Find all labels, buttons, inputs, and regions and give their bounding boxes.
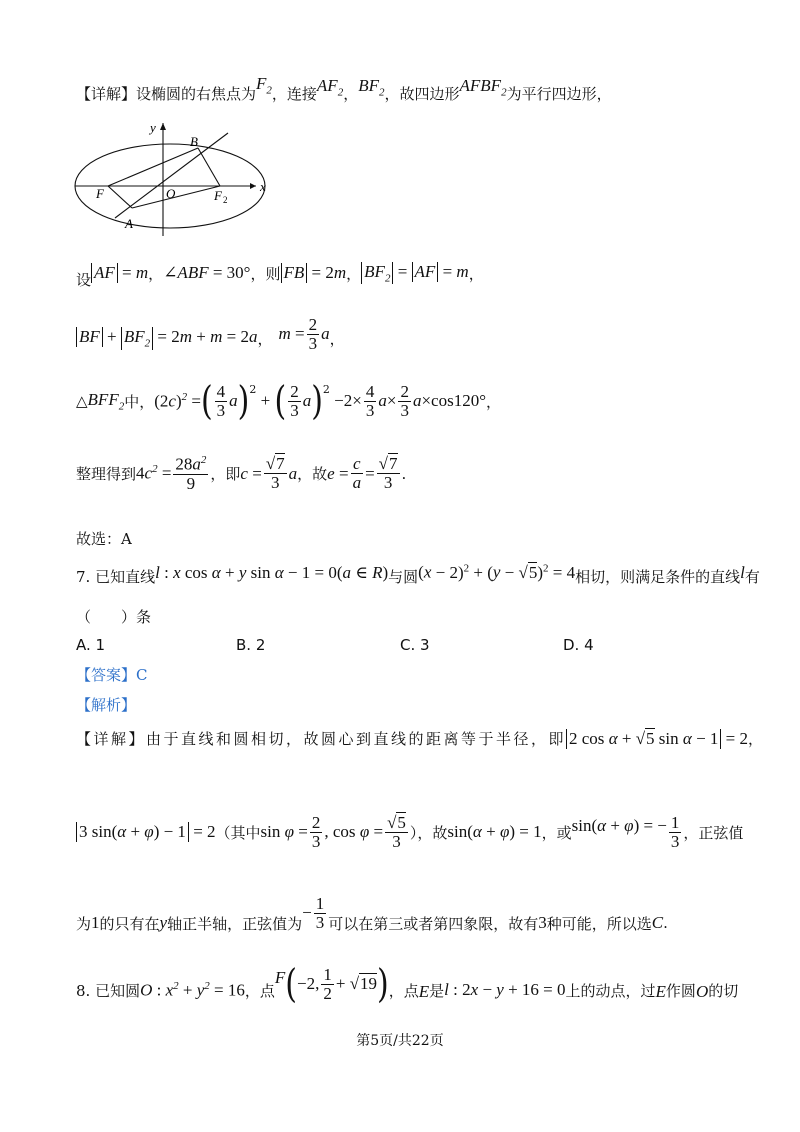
fig-label-f2: F (214, 188, 222, 203)
fig-label-f2-sub: 2 (223, 195, 228, 205)
fig-label-f: F (96, 186, 104, 201)
detail-line-3: BF + $BF_2 = 2m + m = 2a$ ， m = $\frac{2}{3}$ a ， (76, 320, 345, 357)
option-b: B. 2 (236, 636, 266, 654)
question-7-blank: （ ）条 (76, 608, 152, 626)
detail-line-2: 设 AF = m ， ∠ABF = 30° ，则 FB = 2m ， $BF_2$ = AF = m ， (76, 262, 484, 289)
detail-q7-line-1: 【详解】由于直线和圆相切，故圆心到直线的距离等于半径，即 2 cos α + √5 sin α − 1 = 2 ， (76, 728, 766, 748)
fig-label-x: x (260, 179, 266, 194)
detail-line-4: △ $BFF_2$ 中， $(2c)^2$ = ( $\frac{4}{3}$ a ) $^2$ + ( $\frac{2}{3}$ a ) $^2$ −2× $\frac{4}{3}$ a× $\frac{2}{3}$ a×cos120° ， (76, 378, 502, 425)
detail-line-5: 整理得到 $4c^2$ = $\frac{28a^2}{9}$ ，即 c = $\frac{√7}{3}$ a ，故 e = $\frac{c}{a}$ = $\frac{√7}{3}$ . (76, 454, 407, 493)
detail-q7-line-2: 3 sin(α + φ) − 1 = 2 （其中 sin φ = $\frac{2}{3}$ , cos φ = $\frac{√5}{3}$ ），故 sin(α + φ) = 1 ，或 sin(α + φ) = − $\frac{1}{3}$ ，正弦值 (76, 814, 743, 851)
option-a: A. 1 (76, 636, 106, 654)
detail-q7-line-3: 为 1 的只有在 y 轴正半轴，正弦值为 − $\frac{1}{3}$ 可以在第三或者第四象限，故有 3 种可能，所以选 C . (76, 894, 668, 933)
fig-label-a: A (125, 216, 133, 231)
page-footer: 第5页/共22页 (356, 1033, 444, 1049)
question-7: 7. 已知直线 l : x cos α + y sin α − 1 = 0(a ∈ R) 与圆 $(x - 2)^2 + (y - √5)^2 = 4$ 相切，则满足条件的直线 l 有 (76, 562, 760, 586)
option-d: D. 4 (563, 636, 594, 654)
question-8: 8. 已知圆 O : $x^2 + y^2 = 16$ ，点 F ( −2, $\frac{1}{2}$ + √19 ) ，点 E 是 l : 2x − y + 16 = 0 上的动点，过 E 作圆 O 的切 (76, 961, 739, 1008)
fig-label-o: O (166, 186, 176, 201)
analysis-label: 【解析】 (76, 696, 137, 714)
ellipse-figure (70, 118, 270, 238)
option-c: C. 3 (400, 636, 430, 654)
fig-label-b: B (190, 134, 198, 149)
fig-label-y: y (150, 120, 156, 135)
answer-label: 【答案】C (76, 666, 148, 684)
detail-line-1: 【详解】设椭圆的右焦点为 $F_2$ ，连接 $AF_2$ ， $BF_2$ ，故四边形 $AFBF_2$ 为平行四边形， (76, 74, 612, 103)
choice-conclusion: 故选：A (76, 530, 132, 548)
